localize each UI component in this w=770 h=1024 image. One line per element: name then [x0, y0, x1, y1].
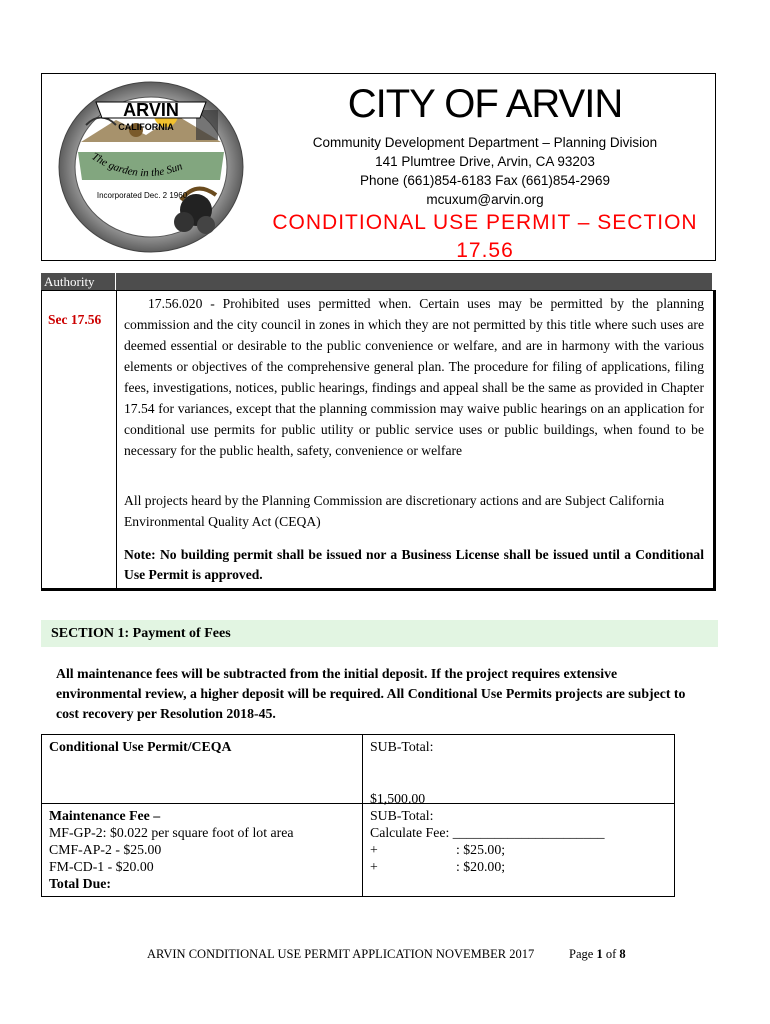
- section1-heading: SECTION 1: Payment of Fees: [41, 620, 718, 647]
- subtotal-amount-1: $1,500.00: [370, 791, 426, 806]
- address-line: 141 Plumtree Drive, Arvin, CA 93203: [375, 154, 595, 169]
- plus-sign-1: +: [370, 842, 378, 857]
- subtotal-label-1: SUB-Total:: [370, 739, 434, 754]
- page-of: of: [605, 947, 617, 961]
- footer-text: ARVIN CONDITIONAL USE PERMIT APPLICATION NOVEMBER 2017: [147, 947, 535, 961]
- permit-title: CONDITIONAL USE PERMIT – SECTION 17.56: [272, 211, 698, 262]
- fee-amount-1: : $25.00;: [456, 842, 506, 857]
- maintenance-line-2: CMF-AP-2 - $25.00: [49, 842, 162, 857]
- page-current: 1: [596, 947, 603, 961]
- seal-motto-path: The garden in the Sun: [89, 150, 185, 180]
- city-seal-logo: [56, 80, 246, 254]
- authority-heading: Authority: [41, 273, 712, 290]
- note-text: Note: No building permit shall be issued nor a Business License shall be issued until a Conditional Use Permit is approved.: [124, 547, 704, 582]
- authority-body-text: 17.56.020 - Prohibited uses permitted when. Certain uses may be permitted by the planning commission and the city council in zones in which they are not permitted by this title where such uses are deemed essential or desirable to the public convenience or welfare, and are in harmony with the various elements or objectives of the comprehensive general plan. The procedure for filing of applications, filing fees, investigations, notices, public hearings, findings and appeal shall be the same as provided in Chapter 17.54 for variances, except that the planning commission may waive public hearings on an application for conditional use permits for public utility or public service uses or public buildings, when found to be necessary for the public health, safety, convenience or welfare: [124, 296, 704, 458]
- page-prefix: Page: [569, 947, 594, 961]
- department-line: Community Development Department – Planning Division: [312, 135, 658, 150]
- fees-table-column-divider: [362, 734, 363, 897]
- phone-line: Phone (661)854-6183 Fax (661)854-2969: [360, 173, 610, 188]
- maintenance-line-3: FM-CD-1 - $20.00: [49, 859, 154, 874]
- authority-heading-divider: [41, 273, 116, 290]
- authority-column-divider: [116, 290, 117, 588]
- page-total: 8: [619, 947, 626, 961]
- calculate-fee-field[interactable]: Calculate Fee: ______________________: [370, 825, 605, 840]
- subtotal-label-2: SUB-Total:: [370, 808, 434, 823]
- page-number: [569, 947, 626, 962]
- authority-body: [124, 293, 704, 461]
- seal-name-text: ARVIN: [123, 100, 179, 120]
- ceqa-text: All projects heard by the Planning Commission are discretionary actions and are Subject California Environmental Quality Act (CEQA): [124, 493, 665, 529]
- seal-incorporated-text: Incorporated Dec. 2 1960: [96, 191, 188, 200]
- cup-ceqa-label: Conditional Use Permit/CEQA: [49, 739, 232, 754]
- email-link[interactable]: mcuxum@arvin.org: [426, 192, 544, 207]
- fees-table-row-divider: [41, 803, 675, 804]
- fees-paragraph: All maintenance fees will be subtracted from the initial deposit. If the project requires extensive environmental review, a higher deposit will be required. All Conditional Use Permits projects are subject to cost recovery per Resolution 2018-45.: [56, 666, 686, 721]
- city-title: CITY OF ARVIN: [347, 82, 623, 126]
- fee-amount-2: : $20.00;: [456, 859, 506, 874]
- seal-state-text: CALIFORNIA: [118, 122, 174, 132]
- total-due-label: Total Due:: [49, 876, 111, 891]
- maintenance-line-1: MF-GP-2: $0.022 per square foot of lot area: [49, 825, 294, 840]
- maintenance-fee-title: Maintenance Fee –: [49, 808, 161, 823]
- section-label: Sec 17.56: [48, 312, 102, 327]
- plus-sign-2: +: [370, 859, 378, 874]
